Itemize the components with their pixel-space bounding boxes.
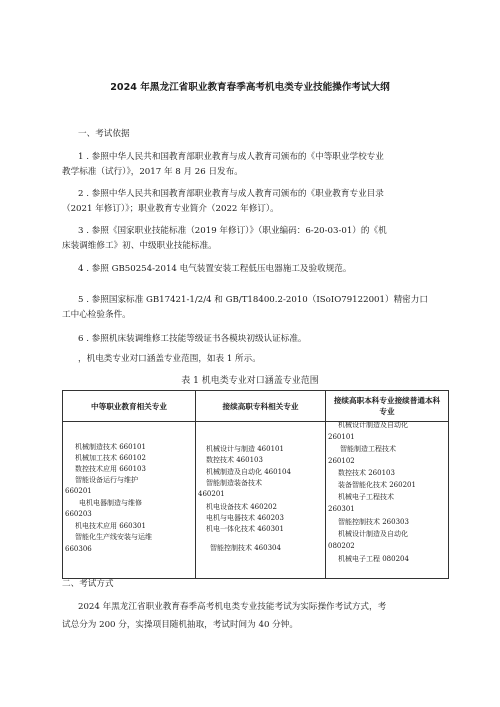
list-item: 机械设计与制造 460101 (206, 445, 284, 453)
exam-method-line2: 试总分为 200 分，实操项目随机抽取，考试时间为 40 分钟。 (62, 620, 298, 630)
table-header-higher-vocational: 接续高职专科相关专业 (196, 391, 326, 422)
list-item: 智能控制技术 460304 (210, 544, 281, 552)
table-header-undergraduate: 接续高职本科专业接续普通本科专业 (326, 391, 449, 422)
list-item: 660306 (65, 545, 92, 553)
list-item: 机电设备技术 460202 (206, 503, 277, 511)
list-item: 080202 (328, 542, 355, 550)
list-item: 机械电子工程 080204 (338, 555, 409, 563)
list-item: 智能设备运行与维护 (75, 476, 138, 484)
list-item: 机械设计制造及自动化 (338, 530, 408, 538)
section1-heading: 一、考试依据 (78, 129, 130, 139)
list-item: 智能制造工程技术 (340, 445, 396, 453)
list-item: 数控技术 260103 (338, 469, 395, 477)
basis-item-2-line2: （2021 年修订）》；职业教育专业简介（2022 年修订）。 (62, 204, 279, 214)
list-item: 机械设计制造及自动化 (338, 421, 408, 429)
list-item: 智能化生产线安装与运维 (75, 533, 152, 541)
basis-item-2-line1: 2 . 参照中华人民共和国教育部职业教育与成人教育司颁布的《职业教育专业目录 (78, 189, 384, 199)
list-item: 机械加工技术 660102 (75, 454, 146, 462)
exam-method-line1: 2024 年黑龙江省职业教育春季高考机电类专业技能考试为实际操作考试方式，考 (78, 602, 387, 612)
list-item: 机械电子工程技术 (338, 493, 394, 501)
list-item: 装备智能化技术 260201 (338, 481, 416, 489)
list-item: 智能制造装备技术 (206, 479, 262, 487)
list-item: 智能控制技术 260303 (338, 518, 409, 526)
list-item: 机电技术应用 660301 (75, 522, 146, 530)
table-caption: 表 1 机电类专业对口涵盖专业范围 (181, 376, 319, 386)
table-cell-higher-vocational (196, 422, 326, 579)
list-item: 260101 (328, 433, 355, 441)
basis-item-5-line2: 工中心检验条件。 (62, 310, 131, 320)
section2-heading: 二、考试方式 (62, 579, 114, 589)
basis-item-7: ，机电类专业对口涵盖专业范围，如表 1 所示。 (78, 354, 261, 364)
list-item: 机械制造技术 660101 (75, 443, 146, 451)
basis-item-3-line1: 3 . 参照《国家职业技能标准（2019 年修订）》（职业编码：6-20-03-01）的《机 (78, 226, 387, 236)
list-item: 电机电器制造与维修 (79, 499, 142, 507)
list-item: 660201 (65, 487, 92, 495)
list-item: 机电一体化技术 460301 (206, 525, 284, 533)
list-item: 260102 (328, 457, 355, 465)
basis-item-3-line2: 床装调维修工》初、中级职业技能标准。 (62, 241, 217, 251)
list-item: 数控技术应用 660103 (75, 465, 146, 473)
page-title: 2024 年黑龙江省职业教育春季高考机电类专业技能操作考试大纲 (110, 82, 390, 93)
basis-item-1-line1: 1 . 参照中华人民共和国教育部职业教育与成人教育司颁布的《中等职业学校专业 (78, 152, 384, 162)
table-cell-undergraduate (326, 422, 449, 579)
basis-item-4: 4 . 参照 GB50254-2014 电气装置安装工程低压电器施工及验收规范。 (78, 264, 352, 274)
list-item: 机械制造及自动化 460104 (206, 468, 291, 476)
basis-item-1-line2: 教学标准（试行）》，2017 年 8 月 26 日发布。 (62, 167, 243, 177)
list-item: 数控技术 460103 (206, 456, 263, 464)
list-item: 260301 (328, 505, 355, 513)
table-header-secondary: 中等职业教育相关专业 (63, 391, 196, 422)
list-item: 460201 (198, 490, 225, 498)
basis-item-6: 6 . 参照机床装调维修工技能等级证书各模块初级认证标准。 (78, 334, 307, 344)
list-item: 660203 (65, 510, 92, 518)
specialty-table (62, 390, 449, 579)
list-item: 电机与电器技术 460203 (206, 514, 284, 522)
table-cell-secondary (63, 422, 196, 579)
basis-item-5-line1: 5 . 参照国家标准 GB17421-1/2/4 和 GB/T18400.2-2010（ISoIO79122001）精密力口 (78, 295, 428, 305)
